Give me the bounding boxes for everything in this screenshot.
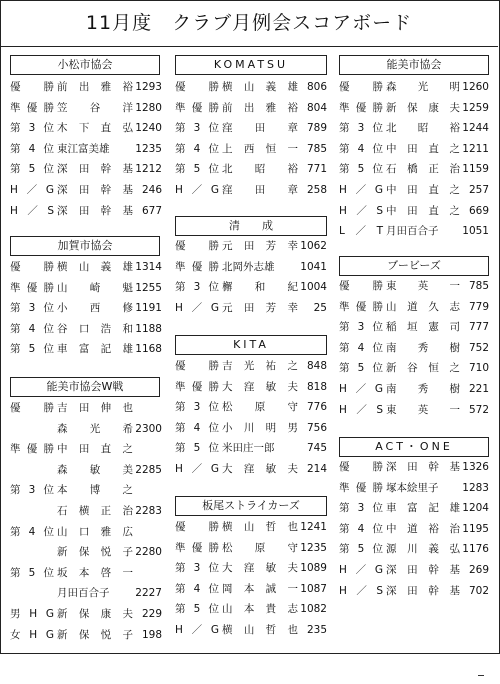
rank-label: H ／ G [175, 463, 219, 475]
score-row [10, 202, 162, 220]
rank-label: 優 勝 [175, 240, 219, 252]
score-value: 1204 [462, 502, 489, 515]
score-row [10, 160, 162, 178]
player-name: 北岡外志雄 [222, 260, 275, 273]
player-name: 深 田 幹 基 [57, 163, 133, 176]
score-value: 1195 [462, 522, 489, 535]
score-value: 2300 [135, 422, 162, 435]
score-row [339, 339, 489, 357]
player-name: 東江富美雄 [57, 142, 110, 155]
score-row [339, 499, 489, 517]
score-value: 1255 [135, 281, 162, 294]
section-header: ブービーズ [339, 256, 489, 276]
player-name: 北 昭 裕 [386, 122, 460, 135]
player-name: 元 田 芳 幸 [222, 240, 298, 252]
player-name: 檞 和 紀 [222, 281, 298, 294]
score-row [10, 461, 162, 479]
player-name: 窪 田 章 [222, 122, 298, 135]
rank-label: H ／ S [339, 403, 383, 416]
score-row [175, 140, 327, 158]
player-name: 月田百合子 [57, 587, 110, 600]
player-name: 松 原 守 [222, 401, 298, 414]
score-value: 1283 [462, 481, 489, 494]
score-row [175, 258, 327, 276]
player-name: 前 出 雅 裕 [222, 101, 298, 114]
score-row [339, 119, 489, 137]
player-name: 稲 垣 憲 司 [386, 321, 460, 334]
score-value: 246 [141, 184, 162, 196]
player-name: 新 保 康 夫 [57, 608, 133, 620]
player-name: 深 田 幹 基 [57, 184, 133, 196]
player-name: 森 光 希 [57, 422, 133, 435]
rank-label: 第 4 位 [175, 582, 219, 595]
score-value: 1041 [300, 260, 327, 273]
score-value: 1280 [135, 101, 162, 114]
player-name: 源 川 義 弘 [386, 543, 460, 556]
rank-label: 準 優 勝 [10, 281, 54, 294]
score-value: 2285 [135, 463, 162, 476]
section-header: 加賀市協会 [10, 236, 160, 256]
player-name: 大 窪 敏 夫 [222, 380, 298, 393]
score-row [10, 140, 162, 158]
player-name: 前 出 雅 裕 [57, 81, 133, 93]
score-row [175, 299, 327, 317]
rank-label: 第 3 位 [339, 321, 383, 334]
player-name: 山 口 雅 広 [57, 525, 133, 538]
score-value: 2283 [135, 505, 162, 517]
player-name: 北 昭 裕 [222, 163, 298, 176]
rank-label: 第 5 位 [175, 163, 219, 176]
score-value: 777 [468, 321, 489, 334]
rank-label: 優 勝 [175, 521, 219, 533]
rank-label: H ／ G [175, 301, 219, 314]
rank-label: H ／ S [339, 204, 383, 217]
score-row [339, 160, 489, 178]
player-name: 中 田 直 之 [386, 142, 460, 155]
rank-label: 準 優 勝 [339, 101, 383, 114]
score-value: 789 [306, 122, 327, 135]
rank-label: 男 H G [10, 608, 54, 620]
rank-label: 第 3 位 [339, 502, 383, 515]
player-name: 森 光 明 [386, 81, 460, 93]
player-name: 南 秀 樹 [386, 341, 460, 354]
player-name: 吉 田 伸 也 [57, 402, 133, 414]
score-row [10, 78, 162, 96]
score-value: 257 [468, 184, 489, 196]
score-value: 710 [468, 362, 489, 375]
score-value: 25 [313, 301, 327, 314]
score-value: 806 [306, 81, 327, 93]
section-header: 板尾ストライカーズ [175, 496, 327, 516]
player-name: 松 原 守 [222, 541, 298, 554]
score-value: 572 [468, 403, 489, 416]
rank-label: 優 勝 [339, 461, 383, 473]
score-row [10, 481, 162, 499]
score-value: 776 [306, 401, 327, 414]
score-row [339, 99, 489, 117]
score-value: 1004 [300, 281, 327, 294]
score-row [175, 621, 327, 639]
rank-label: 第 3 位 [175, 281, 219, 294]
rank-label: L ／ T [339, 225, 383, 238]
rank-label: H ／ G [339, 564, 383, 576]
rank-label: H ／ G [10, 184, 54, 196]
score-value: 1051 [462, 225, 489, 238]
rank-label: H ／ S [10, 204, 54, 217]
score-row [10, 258, 162, 276]
rank-label: 準 優 勝 [175, 380, 219, 393]
score-row [339, 401, 489, 419]
score-row [10, 584, 162, 602]
score-row [175, 99, 327, 117]
rank-label: 第 5 位 [339, 362, 383, 375]
score-row [10, 119, 162, 137]
score-row [175, 419, 327, 437]
player-name: 深 田 幹 基 [386, 584, 460, 597]
score-value: 669 [468, 204, 489, 217]
score-row [10, 564, 162, 582]
score-row [175, 518, 327, 536]
player-name: 米田庄一郎 [222, 442, 275, 455]
section-header: 能美市協会 [339, 55, 489, 75]
player-name: 月田百合子 [386, 225, 439, 238]
rank-label: 第 4 位 [10, 322, 54, 335]
rank-label: H ／ G [339, 383, 383, 395]
score-value: 1089 [300, 562, 327, 575]
rank-label: H ／ G [175, 624, 219, 636]
rank-label: 第 5 位 [175, 442, 219, 455]
player-name: 元 田 芳 幸 [222, 301, 298, 314]
player-name: 車 富 記 雄 [386, 502, 460, 515]
score-value: 1260 [462, 81, 489, 93]
score-row [339, 540, 489, 558]
score-row [175, 160, 327, 178]
rank-label: 第 5 位 [10, 566, 54, 579]
score-row [175, 357, 327, 375]
score-value: 1087 [300, 582, 327, 595]
rank-label: 準 優 勝 [339, 300, 383, 313]
score-row [339, 359, 489, 377]
rank-label: 第 4 位 [10, 525, 54, 538]
section-header: KOMATSU [175, 55, 327, 75]
player-name: 横 山 義 雄 [57, 261, 133, 273]
player-name: 吉 光 祐 之 [222, 360, 298, 372]
player-name: 木 下 直 弘 [57, 122, 133, 135]
page-mark [478, 675, 484, 676]
score-row [339, 561, 489, 579]
player-name: 横 山 義 雄 [222, 81, 298, 93]
player-name: 中 田 直 之 [57, 443, 133, 456]
player-name: 石 横 正 治 [57, 505, 133, 517]
score-row [175, 378, 327, 396]
player-name: 深 田 幹 基 [386, 461, 460, 473]
player-name: 大 窪 敏 夫 [222, 463, 298, 475]
player-name: 東 英 一 [386, 403, 460, 416]
rank-label: 優 勝 [339, 81, 383, 93]
score-row [175, 559, 327, 577]
player-name: 山 崎 魁 [57, 281, 133, 294]
score-row [10, 420, 162, 438]
rank-label: 第 5 位 [339, 543, 383, 556]
rank-label: 第 3 位 [339, 122, 383, 135]
rank-label: 準 優 勝 [10, 101, 54, 114]
score-row [339, 479, 489, 497]
rank-label: 準 優 勝 [339, 481, 383, 494]
score-row [339, 222, 489, 240]
score-value: 1191 [135, 302, 162, 315]
score-row [10, 399, 162, 417]
score-row [10, 523, 162, 541]
player-name: 上 西 恒 一 [222, 142, 298, 155]
player-name: 森 敏 美 [57, 463, 133, 476]
score-row [175, 78, 327, 96]
rank-label: 第 3 位 [175, 122, 219, 135]
score-value: 1314 [135, 261, 162, 273]
player-name: 深 田 幹 基 [57, 204, 133, 217]
score-value: 221 [468, 383, 489, 395]
rank-label: 準 優 勝 [175, 260, 219, 273]
player-name: 南 秀 樹 [386, 383, 460, 395]
rank-label: 優 勝 [10, 81, 54, 93]
score-row [10, 502, 162, 520]
score-value: 818 [306, 380, 327, 393]
score-row [175, 580, 327, 598]
rank-label: 第 5 位 [10, 163, 54, 176]
rank-label: 優 勝 [339, 280, 383, 292]
score-row [175, 237, 327, 255]
score-value: 1159 [462, 163, 489, 176]
rank-label: 準 優 勝 [175, 541, 219, 554]
score-row [175, 119, 327, 137]
score-row [10, 181, 162, 199]
score-row [175, 439, 327, 457]
score-row [10, 605, 162, 623]
player-name: 岡 本 誠 一 [222, 582, 298, 595]
score-row [175, 460, 327, 478]
score-row [10, 543, 162, 561]
rank-label: 優 勝 [175, 360, 219, 372]
score-row [339, 202, 489, 220]
score-value: 779 [468, 300, 489, 313]
score-row [339, 140, 489, 158]
score-value: 269 [468, 564, 489, 576]
score-row [175, 398, 327, 416]
score-value: 1212 [135, 163, 162, 176]
score-row [339, 78, 489, 96]
rank-label: 優 勝 [10, 402, 54, 414]
score-value: 1176 [462, 543, 489, 556]
score-value: 756 [306, 421, 327, 434]
player-name: 横 山 哲 也 [222, 521, 298, 533]
score-value: 1082 [300, 603, 327, 616]
page-title: 11月度 クラブ月例会スコアボード [0, 0, 498, 47]
rank-label: 第 4 位 [339, 341, 383, 354]
rank-label: H ／ G [175, 184, 219, 196]
score-row [10, 320, 162, 338]
player-name: 笠 谷 洋 [57, 101, 133, 114]
player-name: 中 田 直 之 [386, 184, 460, 196]
rank-label: 優 勝 [10, 261, 54, 273]
rank-label: 第 3 位 [10, 302, 54, 315]
player-name: 大 窪 敏 夫 [222, 562, 298, 575]
score-value: 1188 [135, 322, 162, 335]
score-value: 785 [468, 280, 489, 292]
score-value: 2280 [135, 546, 162, 559]
score-value: 771 [306, 163, 327, 176]
score-row [175, 181, 327, 199]
score-row [339, 380, 489, 398]
score-value: 1244 [462, 122, 489, 135]
rank-label: 第 3 位 [10, 122, 54, 135]
rank-label: 第 4 位 [10, 142, 54, 155]
rank-label: H ／ G [339, 184, 383, 196]
section-header: KITA [175, 335, 327, 355]
score-value: 1235 [135, 142, 162, 155]
player-name: 中 道 裕 治 [386, 522, 460, 535]
score-value: 258 [306, 184, 327, 196]
score-value: 702 [468, 584, 489, 597]
player-name: 窪 田 章 [222, 184, 298, 196]
player-name: 横 山 哲 也 [222, 624, 298, 636]
rank-label: 第 3 位 [10, 484, 54, 497]
player-name: 深 田 幹 基 [386, 564, 460, 576]
score-row [339, 458, 489, 476]
score-row [10, 299, 162, 317]
rank-label: 第 4 位 [339, 142, 383, 155]
score-row [10, 99, 162, 117]
player-name: 谷 口 浩 和 [57, 322, 133, 335]
player-name: 新 谷 恒 之 [386, 362, 460, 375]
score-value: 1240 [135, 122, 162, 135]
score-value: 1241 [300, 521, 327, 533]
player-name: 坂 本 啓 一 [57, 566, 133, 579]
section-header: 能美市協会W戦 [10, 377, 160, 397]
player-name: 新 保 悦 子 [57, 546, 133, 559]
rank-label: 第 4 位 [175, 142, 219, 155]
rank-label: 第 3 位 [175, 401, 219, 414]
player-name: 塚本絵里子 [386, 481, 439, 494]
rank-label: 第 3 位 [175, 562, 219, 575]
score-row [10, 440, 162, 458]
rank-label: 第 5 位 [175, 603, 219, 616]
section-header: 小松市協会 [10, 55, 160, 75]
rank-label: 女 H G [10, 628, 54, 641]
score-value: 2227 [135, 587, 162, 600]
score-value: 214 [306, 463, 327, 475]
score-value: 1062 [300, 240, 327, 252]
rank-label: 準 優 勝 [175, 101, 219, 114]
score-value: 745 [306, 442, 327, 455]
score-row [10, 279, 162, 297]
score-row [175, 278, 327, 296]
score-value: 677 [141, 204, 162, 217]
score-row [10, 626, 162, 644]
rank-label: 第 5 位 [339, 163, 383, 176]
score-row [339, 582, 489, 600]
score-value: 235 [306, 624, 327, 636]
score-row [175, 600, 327, 618]
player-name: 中 田 直 之 [386, 204, 460, 217]
score-value: 848 [306, 360, 327, 372]
score-value: 1211 [462, 142, 489, 155]
rank-label: 第 4 位 [339, 522, 383, 535]
score-value: 804 [306, 101, 327, 114]
score-value: 1235 [300, 541, 327, 554]
score-row [339, 277, 489, 295]
rank-label: 第 4 位 [175, 421, 219, 434]
rank-label: 第 5 位 [10, 343, 54, 356]
score-row [339, 298, 489, 316]
score-value: 1293 [135, 81, 162, 93]
score-value: 1326 [462, 461, 489, 473]
player-name: 東 英 一 [386, 280, 460, 292]
player-name: 石 橋 正 治 [386, 163, 460, 176]
score-row [339, 520, 489, 538]
score-value: 785 [306, 142, 327, 155]
score-value: 198 [141, 628, 162, 641]
player-name: 本 博 之 [57, 484, 133, 497]
score-value: 1168 [135, 343, 162, 356]
rank-label: 準 優 勝 [10, 443, 54, 456]
rank-label: H ／ S [339, 584, 383, 597]
player-name: 新 保 悦 子 [57, 628, 133, 641]
player-name: 小 川 明 男 [222, 421, 298, 434]
player-name: 小 西 修 [57, 302, 133, 315]
player-name: 新 保 康 夫 [386, 101, 460, 114]
player-name: 車 富 記 雄 [57, 343, 133, 356]
score-row [339, 318, 489, 336]
score-row [10, 340, 162, 358]
score-value: 229 [141, 608, 162, 620]
section-header: 清 成 [175, 216, 327, 236]
score-row [339, 181, 489, 199]
score-value: 1259 [462, 101, 489, 114]
score-row [175, 539, 327, 557]
score-value: 752 [468, 341, 489, 354]
section-header: ACT・ONE [339, 437, 489, 457]
rank-label: 優 勝 [175, 81, 219, 93]
player-name: 山 道 久 志 [386, 300, 460, 313]
player-name: 山 本 貴 志 [222, 603, 298, 616]
